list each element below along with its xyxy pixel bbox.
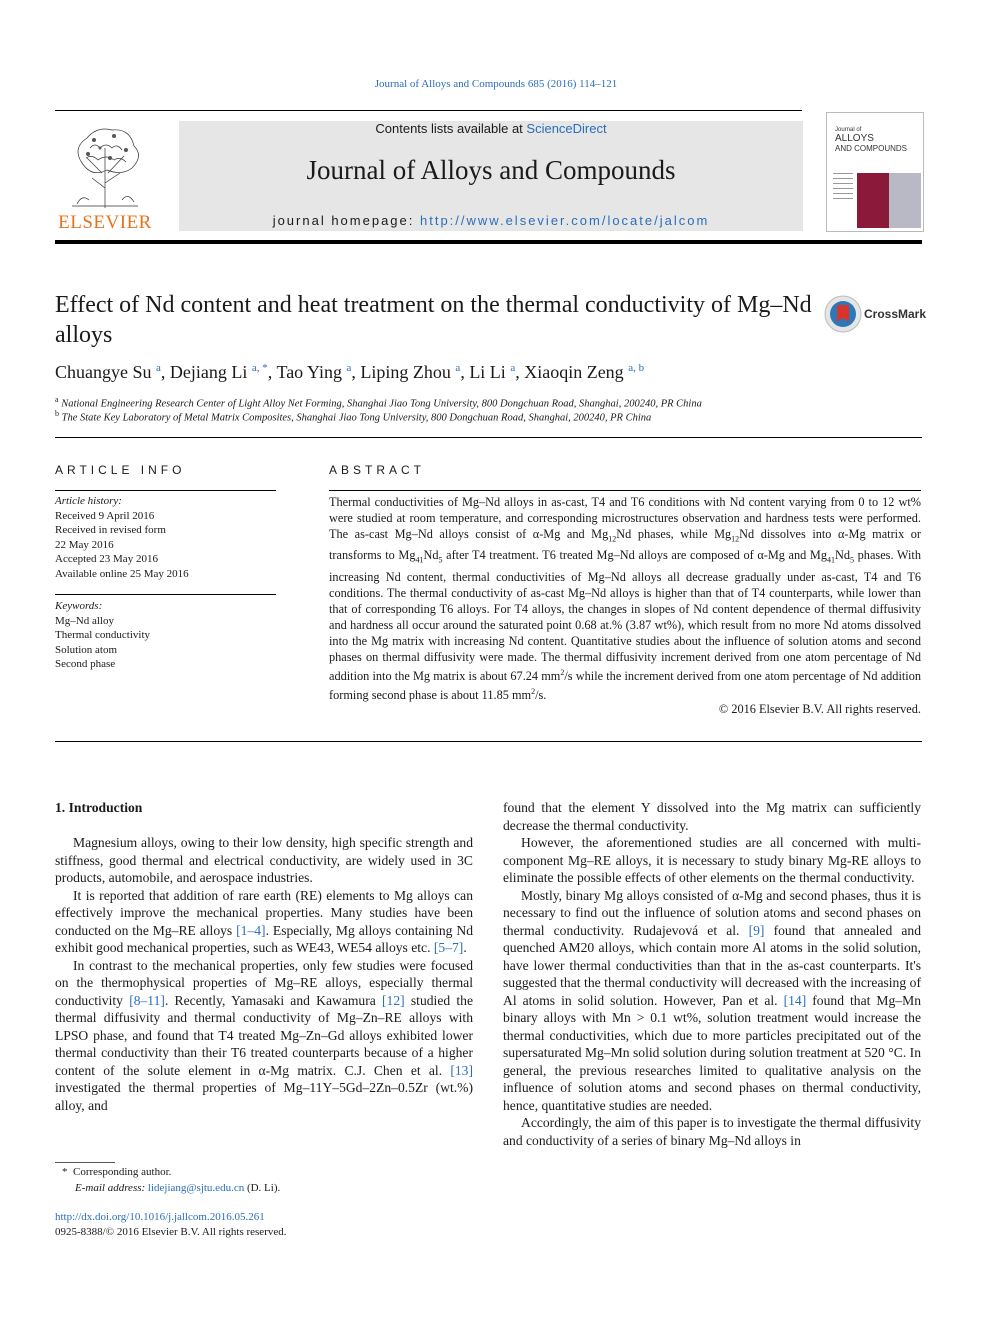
affiliation-b: $^b$ The State Key Laboratory of Metal Matrix Composites, Shanghai Jiao Tong University, 800 Dongchuan Road, Shanghai, 200240, PR China: [55, 409, 652, 424]
author-affil-sup[interactable]: a: [510, 362, 516, 374]
history-item: Accepted 23 May 2016: [55, 553, 158, 565]
affiliation-rule: [55, 437, 922, 438]
issn-line: 0925-8388/© 2016 Elsevier B.V. All rights reserved.: [55, 1226, 287, 1238]
header-thick-rule: [55, 240, 922, 244]
cover-lines: [833, 173, 853, 223]
cover-line-2: ALLOYS: [835, 133, 874, 144]
doi-link[interactable]: http://dx.doi.org/10.1016/j.jallcom.2016.05.261: [55, 1211, 265, 1223]
contents-line: [179, 121, 803, 136]
citation[interactable]: [1–4]: [236, 922, 266, 938]
abstract-body: Thermal conductivities of Mg–Nd alloys in as-cast, T4 and T6 conditions with Nd content varying from 0 to 12 wt% were studied at room temperature, and corresponding microstructures observation and hardness tests were performed. The as-cast Mg–Nd alloys consist of α-Mg and $Mg_{12}Nd$ phases, while $Mg_{12}Nd$ dissolves into α-Mg matrix or transforms to $Mg_{41}Nd_5$ after T4 treatment. T6 treated Mg–Nd alloys are composed of α-Mg and $Mg_{41}Nd_5$ phases. With increasing Nd content, thermal conductivities of Mg–Nd alloys all decrease gradually under as-cast, T4 and T6 conditions. The thermal conductivity of as-cast Mg–Nd alloys is higher than that of T4 counterparts, while lower than that of corresponding T6 alloys. For T4 alloys, the changes in slopes of Nd content dependence of thermal diffusivity and hardness all occur around the saturated point 0.68 at.% (3.87 wt%), which result from no more Nd atoms dissolved into the Mg matrix with increasing Nd content. Quantitative studies about the influence of solution atoms and second phases on thermal diffusivity were made. The thermal diffusivity increment derived from one atom percentage of Nd addition into the Mg matrix is about 67.24 $mm^2/s$ while the increment derived from one atom percentage of Nd addition forming second phase is about 11.85 $mm^2/s$.: [329, 495, 921, 703]
citation[interactable]: [8–11]: [129, 992, 165, 1008]
homepage-link[interactable]: http://www.elsevier.com/locate/jalcom: [420, 213, 710, 228]
keywords-label: Keywords:: [55, 600, 103, 612]
author: Dejiang Li $^{a, *}$: [169, 362, 268, 382]
author: Li Li $^a$: [469, 362, 516, 382]
journal-homepage: [179, 213, 803, 228]
abstract-copyright: © 2016 Elsevier B.V. All rights reserved.: [718, 702, 921, 716]
citation[interactable]: [13]: [450, 1062, 473, 1078]
history-item: 22 May 2016: [55, 538, 114, 551]
journal-title: Journal of Alloys and Compounds: [306, 155, 676, 185]
citation[interactable]: [9]: [748, 922, 765, 938]
citation[interactable]: [5–7]: [433, 940, 464, 955]
citation[interactable]: [12]: [382, 992, 405, 1008]
contents-prefix: Contents lists available at: [375, 121, 527, 136]
author-affil-sup[interactable]: a: [455, 362, 461, 374]
paragraph: Mostly, binary Mg alloys consisted of α-Mg and second phases, thus it is necessary to find out the influence of solution atoms and second phases on thermal conductivity. Rudajevová et al. [9] found that annealed and quenched AM20 alloys, which contain more Al atoms in the solid solution, have lower thermal conductivities than that in the as-cast counterparts. It's suggested that the thermal conductivity will decreased with the increasing of Al atoms in solid solution. However, Pan et al. [14] found that Mg–Mn binary alloys with Mn > 0.1 wt%, solution treatment would increase the thermal conductivities, which due to more particles precipitated out of the supersaturated Mg–Mn solid solution during solution treatment at 520 °C. In general, the previous researches limited to qualitative analysis on the influence of solution atoms and second phases on thermal conductivity, hence, quantitative studies are needed.: [503, 887, 921, 1113]
keyword: Mg–Nd alloy: [55, 614, 114, 627]
paragraph: Magnesium alloys, owing to their low density, high specific strength and stiffness, good thermal and electrical conductivity, are widely used in 3C products, automobile, and aerospace industries.: [55, 835, 473, 885]
corresponding-author-note: * Corresponding author.: [62, 1166, 172, 1178]
paragraph: However, the aforementioned studies are all concerned with multi-component Mg–RE alloys, it is necessary to study binary Mg-RE alloys to eliminate the possible effects of other elements on the thermal conductivity.: [503, 835, 921, 885]
abstract-heading: ABSTRACT: [329, 463, 426, 477]
cover-line-1: Journal of: [835, 127, 862, 133]
keywords: [55, 599, 275, 672]
author-affil-sup[interactable]: a, b: [628, 362, 645, 374]
author: Chuangye Su $^a$: [55, 362, 161, 382]
affiliation-a: $^a$ National Engineering Research Center of Light Alloy Net Forming, Shanghai Jiao Tong University, 800 Dongchuan Road, Shanghai, 200240, PR China: [55, 395, 702, 410]
homepage-prefix: journal homepage:: [272, 213, 420, 228]
author: Liping Zhou $^a$: [360, 362, 461, 382]
sciencedirect-link[interactable]: ScienceDirect: [526, 121, 607, 136]
author-affil-sup[interactable]: a: [156, 362, 161, 374]
cover-text: [835, 127, 907, 153]
author-list: Chuangye Su $^a$, Dejiang Li $^{a, *}$, Tao Ying $^a$, Liping Zhou $^a$, Li Li $^a$, Xiaoqin Zeng $^{a, b}$: [55, 362, 645, 382]
author: Xiaoqin Zeng $^{a, b}$: [524, 362, 645, 382]
crossmark-badge[interactable]: [824, 295, 927, 335]
elsevier-wordmark: ELSEVIER: [58, 212, 152, 233]
article-title: Effect of Nd content and heat treatment on the thermal conductivity of Mg–Nd alloys: [55, 292, 812, 348]
keywords-rule: [55, 594, 276, 595]
paragraph: It is reported that addition of rare earth (RE) elements to Mg alloys can effectively improve the mechanical properties. Many studies have been conducted on the Mg–RE alloys [1–4]. Especially, Mg alloys containing Nd exhibit good mechanical properties, such as WE43, WE54 alloys etc. [5–7].: [55, 887, 473, 955]
history-label: Article history:: [55, 495, 122, 507]
article-info-rule: [55, 490, 276, 491]
introduction-heading: 1. Introduction: [55, 800, 143, 815]
author-affil-sup[interactable]: a: [346, 362, 352, 374]
paragraph: In contrast to the mechanical properties, only few studies were focused on the thermophysical properties of Mg–RE alloys, especially thermal conductivity [8–11]. Recently, Yamasaki and Kawamura [12] studied the thermal diffusivity and thermal conductivity of Mg–Zn–RE alloys with LPSO phase, and found that T4 treated Mg–Zn–Gd alloys exhibited lower thermal conductivity than their T6 treated counterparts because of a higher content of the solute element in α-Mg matrix. C.J. Chen et al. [13] investigated the thermal properties of Mg–11Y–5Gd–2Zn–0.5Zr (wt.%) alloy, and: [55, 957, 473, 1113]
cover-line-3: AND COMPOUNDS: [835, 144, 908, 153]
journal-reference[interactable]: Journal of Alloys and Compounds 685 (2016) 114–121: [374, 78, 618, 90]
body-column-right: [503, 799, 921, 1149]
body-column-left: [55, 834, 473, 1114]
keyword: Thermal conductivity: [55, 629, 150, 641]
crossmark-label: CrossMark: [864, 307, 927, 321]
crossmark-icon: [824, 295, 862, 333]
email-note: E-mail address: lidejiang@sjtu.edu.cn (D. Li).: [75, 1182, 281, 1194]
keyword: Solution atom: [55, 643, 118, 656]
citation[interactable]: [14]: [783, 992, 807, 1008]
history-item: Available online 25 May 2016: [55, 567, 189, 580]
journal-cover-thumbnail[interactable]: [826, 112, 924, 232]
abstract-rule: [329, 490, 921, 491]
asterisk: *: [62, 1166, 68, 1178]
article-history: [55, 494, 275, 581]
paragraph: Accordingly, the aim of this paper is to investigate the thermal diffusivity and conductivity of a series of binary Mg–Nd alloys in: [503, 1115, 921, 1148]
footnote-rule: [55, 1162, 115, 1163]
cover-block-red: [857, 173, 889, 228]
author-affil-sup[interactable]: a, *: [251, 362, 268, 374]
history-item: Received 9 April 2016: [55, 509, 155, 522]
doi-line: [55, 1211, 265, 1223]
header-rule: [55, 110, 802, 111]
abstract-end-rule: [55, 741, 922, 742]
author: Tao Ying $^a$: [276, 362, 352, 382]
history-item: Received in revised form: [55, 524, 166, 536]
paragraph: found that the element Y dissolved into the Mg matrix can sufficiently decrease the thermal conductivity.: [503, 800, 921, 833]
email-link[interactable]: lidejiang@sjtu.edu.cn: [147, 1182, 245, 1194]
cover-block-grey: [889, 173, 921, 228]
article-info-heading: ARTICLE INFO: [55, 463, 186, 477]
keyword: Second phase: [55, 658, 116, 670]
